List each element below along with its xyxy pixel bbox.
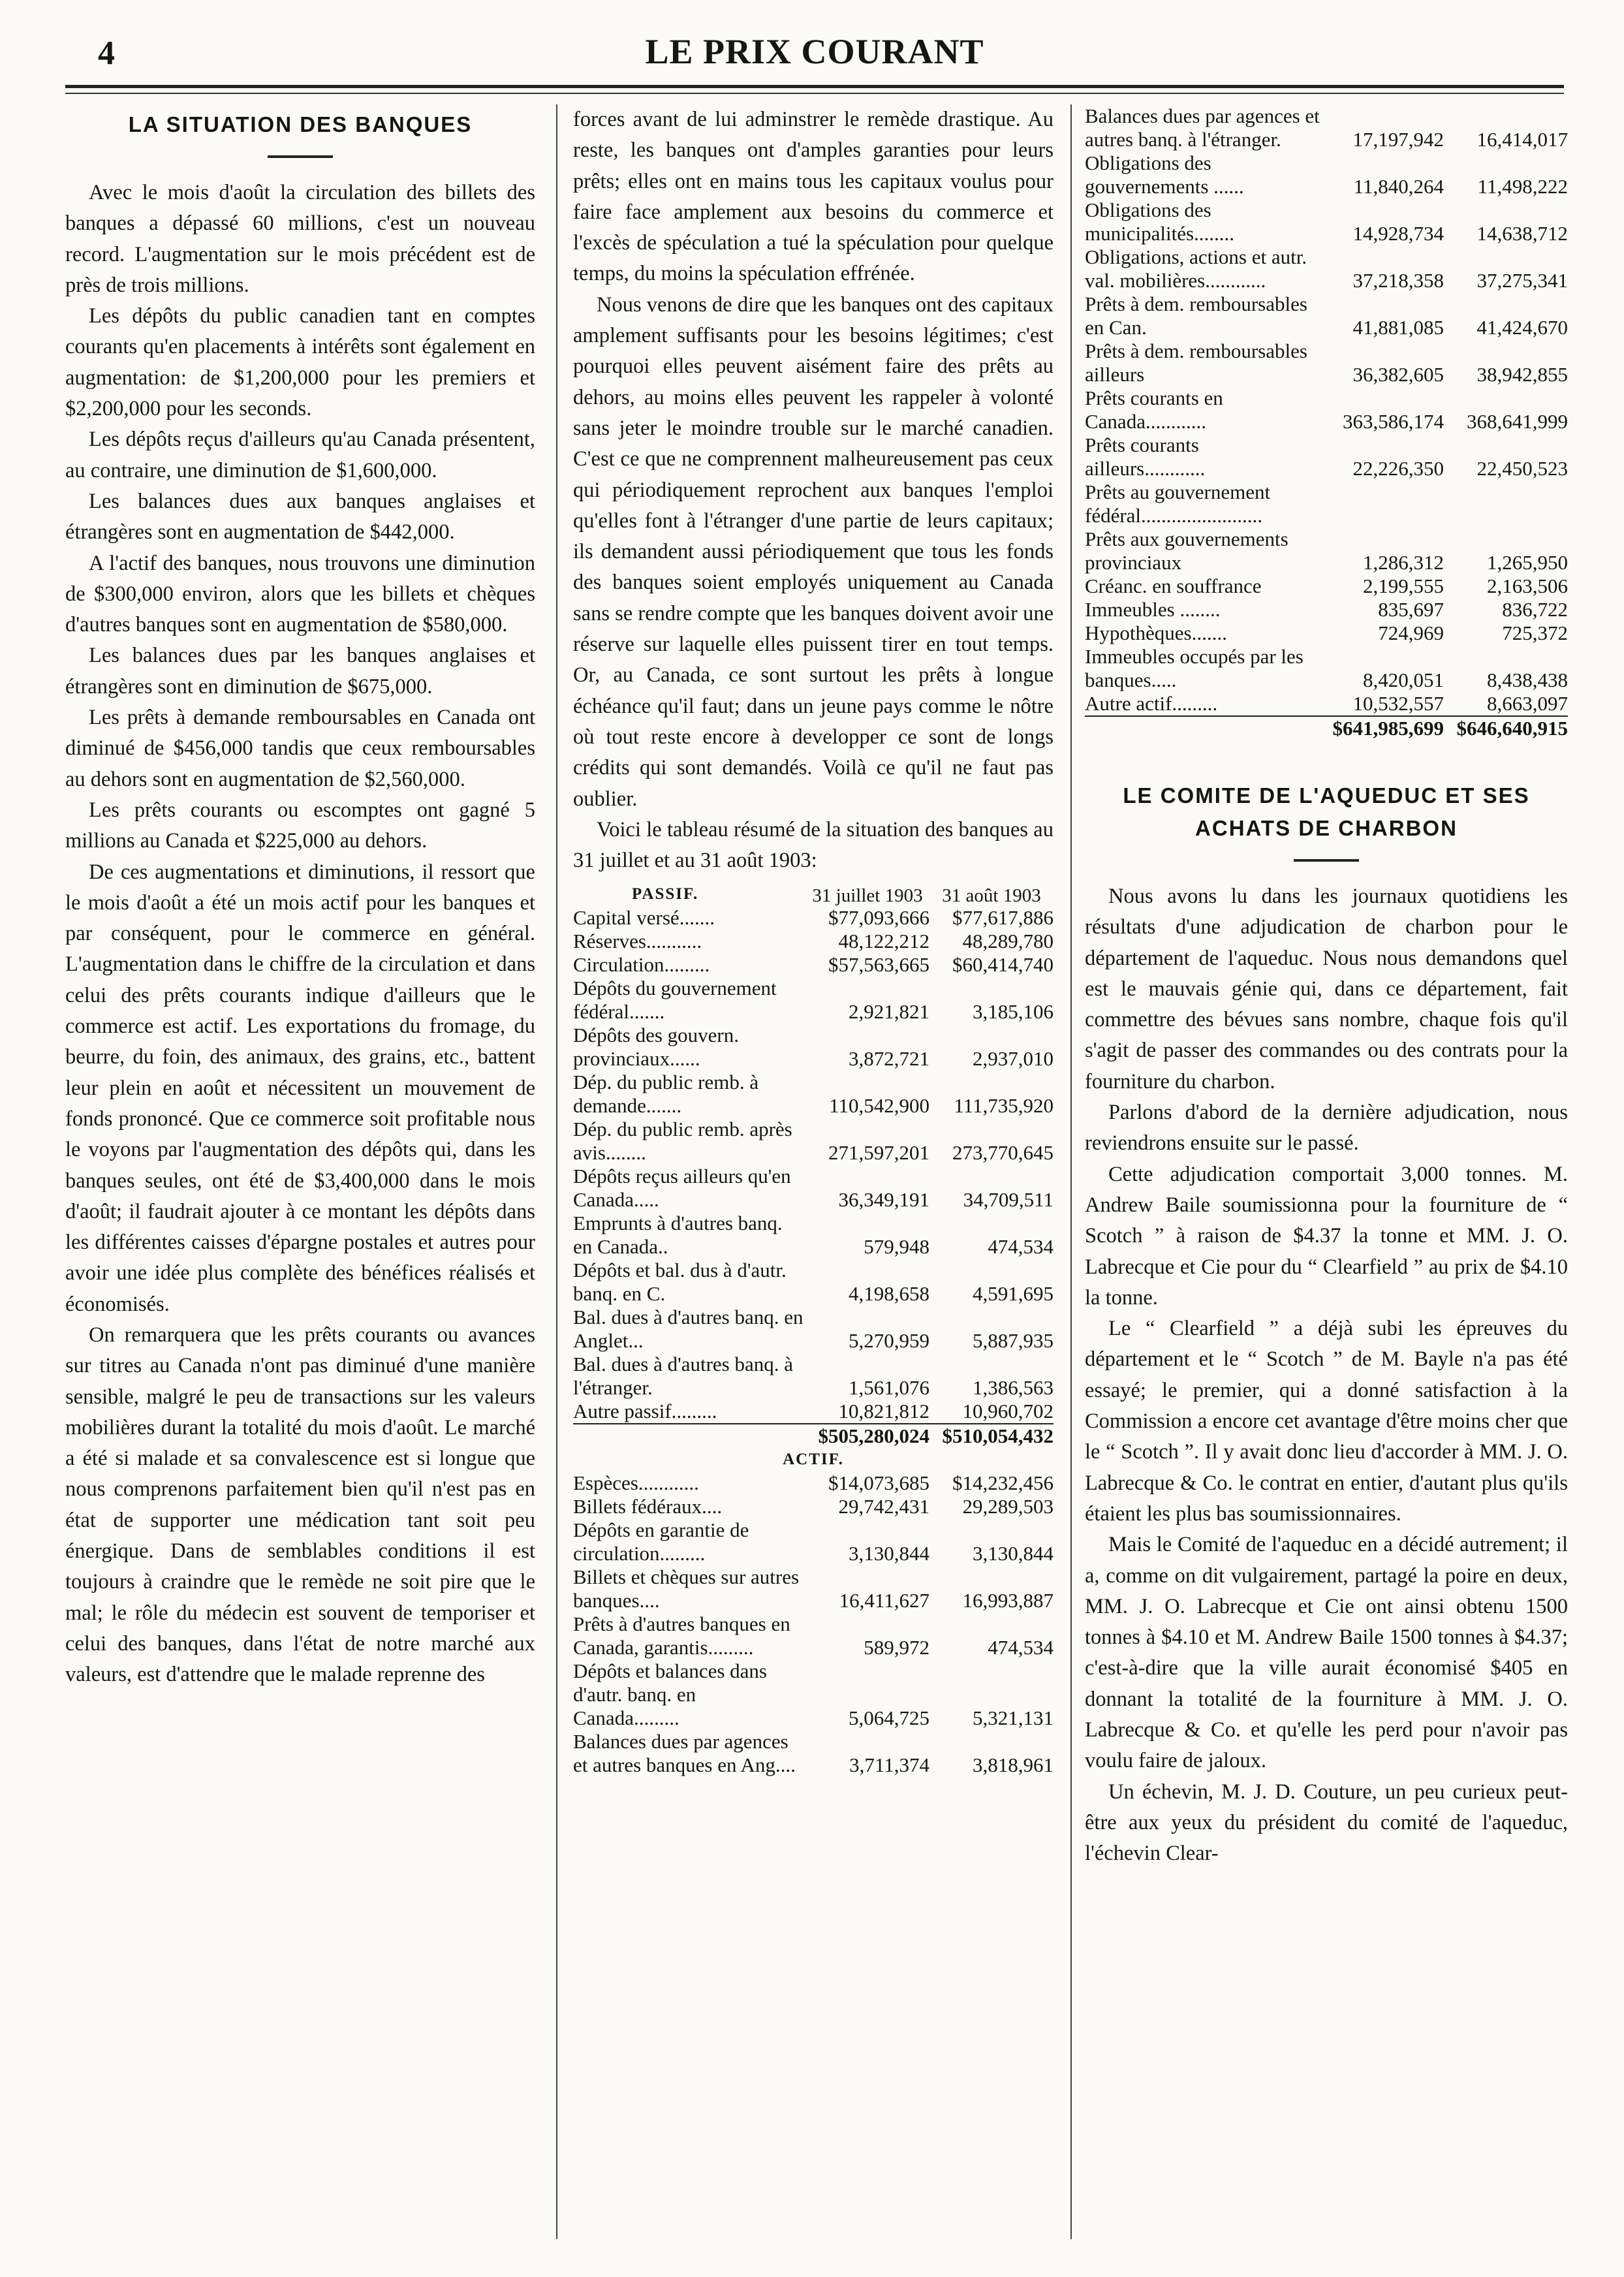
article-paragraph: De ces augmentations et diminutions, il ressort que le mois d'août a été un mois actif pour les banques et par conséquent, pour le commerce en général. L'augmentation dans le chiffre de la circulation et dans celui des prêts courants indique d'ailleurs que le commerce est actif. Les exportations du fromage, du beurre, du foin, des animaux, des grains, etc., battent leur plein en août et nécessitent un mouvement de fonds prononcé. Que ce commerce soit profitable nous le voyons par l'augmentation des dépôts qui, dans les banques seules, ont été de $3,400,000 dans le mois d'août; il faudrait ajouter à ce montant les dépôts dans les différentes caisses d'épargne postales et autres pour avoir une idée plus complète des bénéfices réalisés et économisés. [65, 860, 535, 1316]
article-paragraph: Un échevin, M. J. D. Couture, un peu curieux peut-être aux yeux du président du comité de l'aqueduc, l'échevin Clear- [1085, 1780, 1568, 1866]
row-label: Prêts à dem. remboursables ailleurs [1085, 339, 1307, 386]
article-paragraph: Nous avons lu dans les journaux quotidiens les résultats d'une adjudication de charbon pour le département de l'aqueduc. Nous nous demandons quel est le mauvais génie qui, dans ce département, fait commettre des bévues sans nombre, chaque fois qu'il s'agit de passer des commandes ou des contrats pour la fourniture du charbon. [1085, 885, 1568, 1093]
value-juillet: 2,199,555 [1363, 574, 1444, 597]
value-juillet: 4,198,658 [849, 1282, 929, 1306]
table-row [573, 1118, 1054, 1165]
value-juillet: 363,586,174 [1343, 410, 1444, 433]
table-row [1085, 245, 1568, 292]
value-aout: $77,617,886 [952, 906, 1054, 930]
table-row [573, 1612, 1054, 1659]
value-aout: 14,638,712 [1476, 222, 1568, 245]
table-row [1085, 574, 1568, 598]
article-paragraph: Les prêts à demande remboursables en Canada ont diminué de $456,000 tandis que ceux remboursables au dehors sont en augmentation de $2,560,000. [65, 706, 535, 791]
row-label: Balances dues par agences et autres banq. à l'étranger. [1085, 104, 1320, 151]
table-row [573, 1165, 1054, 1212]
total-aout: $510,054,432 [942, 1424, 1054, 1448]
article-paragraph: Le “ Clearfield ” a déjà subi les épreuves du département et le “ Scotch ” de M. Bayle n'a pas été essayé; le premier, qui a donné satisfaction à la Commission a encore cet avantage d'être moins cher que le “ Scotch ”. Il y avait donc lieu d'accorder à MM. J. O. Labrecque & Co. le contrat en entier, d'autant plus qu'ils étaient les plus bas soumissionnaires. [1085, 1317, 1568, 1526]
value-juillet: 48,122,212 [838, 930, 929, 953]
value-juillet: $14,073,685 [828, 1471, 929, 1495]
total-aout: $646,640,915 [1456, 717, 1568, 740]
value-juillet: 3,130,844 [849, 1542, 929, 1565]
table-row [573, 1659, 1054, 1730]
value-juillet: 3,872,721 [849, 1047, 929, 1071]
value-aout: 3,185,106 [973, 1000, 1054, 1024]
value-aout: 11,498,222 [1477, 175, 1568, 198]
row-label: Prêts à dem. remboursables en Can. [1085, 292, 1307, 339]
table-row [573, 1306, 1054, 1353]
article-title: LA SITUATION DES BANQUES [128, 112, 473, 136]
value-juillet: $57,563,665 [828, 953, 929, 977]
row-label: Prêts courants ailleurs............ [1085, 433, 1206, 480]
table-row [573, 906, 1054, 930]
row-label: Dépôts en garantie de circulation......... [573, 1518, 749, 1565]
value-aout: 29,289,503 [962, 1495, 1054, 1518]
row-label: Bal. dues à d'autres banq. en Anglet... [573, 1306, 804, 1353]
actif-label: ACTIF. [783, 1451, 844, 1469]
table-row [573, 1353, 1054, 1400]
row-label: Obligations, actions et autr. val. mobilières............ [1085, 245, 1307, 292]
value-juillet: 589,972 [864, 1636, 929, 1659]
value-juillet: 8,420,051 [1363, 668, 1444, 691]
col-header-aout: 31 août 1903 [942, 885, 1041, 907]
row-label: Balances dues par agences et autres banques en Ang.... [573, 1730, 796, 1777]
value-juillet: 36,382,605 [1352, 363, 1444, 386]
table-row [1085, 527, 1568, 574]
value-juillet: 5,064,725 [849, 1706, 929, 1730]
row-label: Billets et chèques sur autres banques.... [573, 1565, 800, 1612]
table-row [573, 1071, 1054, 1118]
value-juillet: 17,197,942 [1352, 128, 1444, 151]
table-row [573, 930, 1054, 953]
bank-table-actif-cont [1085, 104, 1568, 740]
value-aout: 5,887,935 [973, 1329, 1054, 1353]
row-label: Dép. du public remb. à demande....... [573, 1071, 759, 1118]
row-label: Obligations des gouvernements ...... [1085, 151, 1244, 198]
row-label: Emprunts à d'autres banq. en Canada.. [573, 1212, 783, 1259]
table-row [1085, 386, 1568, 433]
table-row [1085, 645, 1568, 692]
article-paragraph: Nous venons de dire que les banques ont des capitaux amplement suffisants pour les besoins légitimes; c'est pourquoi elles peuvent aisément faire des prêts au dehors, au moins elles peuvent les rappeler à volonté sans jeter le moindre trouble sur le marché canadien. C'est ce que ne comprennent malheureusement pas ceux qui périodiquement reprochent aux banques l'emploi qu'elles font à l'étranger d'une partie de leurs capitaux; ils demandent aussi périodiquement que tous les fonds des banques soient employés uniquement au Canada sans se rendre compte que les banques doivent avoir une réserve sur laquelle elles puissent tirer en tout temps. Or, au Canada, ce sont surtout les prêts à longue échéance qu'il faut; dans un jeune pays comme le nôtre où tout reste encore à developper ce sont de longs crédits qui sont demandés. Voilà ce qu'il ne faut pas oublier. [573, 292, 1054, 811]
value-juillet: 724,969 [1378, 621, 1444, 644]
value-aout: 2,163,506 [1487, 574, 1568, 597]
table-row [1085, 692, 1568, 716]
value-aout: 3,818,961 [973, 1753, 1054, 1777]
article-paragraph: Les prêts courants ou escomptes ont gagné 5 millions au Canada et $225,000 au dehors. [65, 798, 535, 853]
table-row [573, 1518, 1054, 1565]
actif-total-row [1085, 717, 1568, 740]
column-divider [1070, 104, 1072, 2239]
article-paragraph: Les balances dues par les banques anglaises et étrangères sont en diminution de $675,000. [65, 644, 535, 699]
passif-label: PASSIF. [632, 885, 699, 903]
table-row [1085, 339, 1568, 386]
value-juillet [1320, 480, 1444, 527]
row-label: Capital versé....... [573, 906, 715, 930]
total-juillet: $505,280,024 [818, 1424, 929, 1448]
value-aout: 10,960,702 [962, 1400, 1054, 1423]
value-juillet: 1,561,076 [849, 1376, 929, 1400]
value-juillet: 579,948 [864, 1235, 929, 1259]
value-juillet: 271,597,201 [828, 1141, 929, 1165]
value-aout: 41,424,670 [1476, 316, 1568, 339]
value-aout: 725,372 [1502, 621, 1568, 644]
column-1 [65, 104, 535, 1691]
article-paragraph: On remarquera que les prêts courants ou avances sur titres au Canada n'ont pas diminué d'une manière sensible, malgré le peu de transactions sur les valeurs mobilières durant la totalité du mois d'août. Le marché a été si malade et sa convalescence est si longue que nous comprenons parfaitement bien qu'il n'est pas en état de supporter une médication tant soit peu énergique. Dans de semblables conditions il est toujours à craindre que le remède ne soit pire que le mal; le rôle du médecin est souvent de temporiser et celui des banques, dans l'état de notre marché aux valeurs, est d'attendre que le malade reprenne des [65, 1323, 535, 1687]
value-aout: 474,534 [988, 1636, 1054, 1659]
value-aout: 2,937,010 [973, 1047, 1054, 1071]
row-label: Bal. dues à d'autres banq. à l'étranger. [573, 1353, 794, 1400]
article-paragraph: Mais le Comité de l'aqueduc en a décidé autrement; il a, comme on dit vulgairement, partagé la poire en deux, MM. J. O. Labrecque et Cie ont ainsi obtenu 1500 tonnes à $4.10 et M. Andrew Baile 1500 tonnes à $4.37; c'est-à-dire que la ville aurait économisé $405 en donnant la totalité de la fourniture à MM. J. O. Labrecque & Co. et qu'elle les perd pour n'avoir pas voulu faire de jaloux. [1085, 1533, 1568, 1773]
table-row [573, 1259, 1054, 1306]
value-aout: 111,735,920 [954, 1094, 1054, 1118]
table-row [573, 953, 1054, 977]
value-aout: 34,709,511 [963, 1188, 1054, 1212]
article-paragraph: Les balances dues aux banques anglaises et étrangères sont en augmentation de $442,000. [65, 489, 535, 544]
article-paragraph: Avec le mois d'août la circulation des billets des banques a dépassé 60 millions, c'est un nouveau record. L'augmentation sur le mois précédent est de près de trois millions. [65, 181, 535, 297]
row-label: Dépôts des gouvern. provinciaux...... [573, 1024, 739, 1071]
value-aout: 8,438,438 [1487, 668, 1568, 691]
article-title: LE COMITE DE L'AQUEDUC ET SES ACHATS DE CHARBON [1123, 783, 1530, 840]
row-label: Autre actif......... [1085, 692, 1218, 715]
row-label: Prêts courants en Canada............ [1085, 386, 1223, 433]
value-aout: 38,942,855 [1476, 363, 1568, 386]
value-juillet: 36,349,191 [838, 1188, 929, 1212]
value-juillet: 14,928,734 [1352, 222, 1444, 245]
value-aout: 16,993,887 [962, 1589, 1054, 1612]
row-label: Billets fédéraux.... [573, 1495, 723, 1518]
total-juillet: $641,985,699 [1332, 717, 1444, 740]
table-row [573, 1495, 1054, 1518]
table-row [573, 1400, 1054, 1424]
column-3 [1085, 104, 1568, 1870]
row-label: Immeubles occupés par les banques..... [1085, 645, 1304, 691]
table-row [573, 977, 1054, 1024]
publication-title: LE PRIX COURANT [645, 32, 984, 71]
value-aout: 1,265,950 [1487, 551, 1568, 574]
value-juillet: 10,532,557 [1352, 692, 1444, 715]
row-label: Dépôts et bal. dus à d'autr. banq. en C. [573, 1259, 787, 1306]
value-aout: 48,289,780 [962, 930, 1054, 953]
row-label: Créanc. en souffrance [1085, 574, 1262, 597]
value-aout: 8,663,097 [1487, 692, 1568, 715]
value-juillet: 11,840,264 [1353, 175, 1444, 198]
value-aout: 5,321,131 [973, 1706, 1054, 1730]
row-label: Dép. du public remb. après avis........ [573, 1118, 792, 1165]
value-aout [1444, 480, 1568, 527]
table-row [1085, 104, 1568, 151]
article-paragraph: Les dépôts du public canadien tant en comptes courants qu'en placements à intérêts sont également en augmentation: de $1,200,000 pour les premiers et $2,200,000 pour les seconds. [65, 304, 535, 421]
row-label: Prêts aux gouvernements provinciaux [1085, 527, 1288, 574]
page-header [65, 31, 1564, 84]
col-header-juillet: 31 juillet 1903 [812, 885, 923, 907]
row-label: Réserves........... [573, 930, 702, 953]
row-label: Prêts au gouvernement fédéral........................ [1085, 480, 1271, 527]
value-aout: $60,414,740 [952, 953, 1054, 977]
value-aout: 273,770,645 [952, 1141, 1054, 1165]
value-aout: 474,534 [988, 1235, 1054, 1259]
value-aout: 368,641,999 [1467, 410, 1568, 433]
page-number: 4 [98, 35, 115, 72]
value-aout: 37,275,341 [1476, 269, 1568, 292]
row-label: Obligations des municipalités........ [1085, 198, 1235, 245]
value-juillet: 41,881,085 [1352, 316, 1444, 339]
table-row [1085, 198, 1568, 245]
value-juillet: 29,742,431 [838, 1495, 929, 1518]
value-juillet: 37,218,358 [1352, 269, 1444, 292]
value-juillet: 5,270,959 [849, 1329, 929, 1353]
value-aout: 3,130,844 [973, 1542, 1054, 1565]
table-row [1085, 598, 1568, 621]
value-juillet: 835,697 [1378, 598, 1444, 621]
title-rule [1294, 859, 1359, 862]
table-row [1085, 621, 1568, 645]
table-row [573, 1730, 1054, 1777]
value-juillet: 3,711,374 [849, 1753, 929, 1777]
value-juillet: 16,411,627 [839, 1589, 929, 1612]
header-rule [65, 85, 1564, 88]
value-juillet: 22,226,350 [1352, 457, 1444, 480]
article-paragraph: forces avant de lui adminstrer le remède drastique. Au reste, les banques ont d'amples garanties pour leurs prêts; elles ont en mains tous les capitaux voulus pour faire face amplement aux besoins du commerce et l'excès de spéculation a tué la spéculation pour quelque temps, du moins la spéculation effrénée. [573, 108, 1054, 286]
value-juillet: 1,286,312 [1363, 551, 1444, 574]
table-row [573, 1565, 1054, 1612]
table-row [573, 1212, 1054, 1259]
table-row [1085, 151, 1568, 198]
row-label: Hypothèques....... [1085, 621, 1227, 644]
value-juillet: 2,921,821 [849, 1000, 929, 1024]
table-row [1085, 433, 1568, 480]
article-paragraph: Parlons d'abord de la dernière adjudication, nous reviendrons ensuite sur le passé. [1085, 1101, 1568, 1155]
table-row [573, 1471, 1054, 1495]
bank-table-passif [573, 883, 1054, 1777]
row-label: Dépôts reçus ailleurs qu'en Canada..... [573, 1165, 791, 1212]
row-label: Prêts à d'autres banques en Canada, garantis......... [573, 1612, 790, 1659]
value-aout: 22,450,523 [1476, 457, 1568, 480]
article-paragraph: Les dépôts reçus d'ailleurs qu'au Canada présentent, au contraire, une diminution de $1,600,000. [65, 428, 535, 482]
value-juillet: 110,542,900 [829, 1094, 929, 1118]
article-paragraph: Voici le tableau résumé de la situation des banques au 31 juillet et au 31 août 1903: [573, 817, 1054, 873]
column-2 [573, 104, 1054, 1777]
column-divider [556, 104, 557, 2239]
value-juillet: $77,093,666 [828, 906, 929, 930]
value-aout: 836,722 [1502, 598, 1568, 621]
row-label: Autre passif......... [573, 1400, 717, 1423]
passif-total-row [573, 1424, 1054, 1448]
row-label: Dépôts du gouvernement fédéral....... [573, 977, 777, 1024]
table-row [573, 1024, 1054, 1071]
value-aout: 16,414,017 [1476, 128, 1568, 151]
table-row [1085, 292, 1568, 339]
value-aout: 1,386,563 [973, 1376, 1054, 1400]
value-juillet: 10,821,812 [838, 1400, 929, 1423]
value-aout: $14,232,456 [952, 1471, 1054, 1495]
row-label: Dépôts et balances dans d'autr. banq. en Canada......... [573, 1659, 767, 1730]
article-paragraph: A l'actif des banques, nous trouvons une diminution de $300,000 environ, alors que les billets et chèques d'autres banques sont en augmentation de $580,000. [65, 551, 535, 637]
title-rule [268, 155, 333, 158]
value-aout: 4,591,695 [973, 1282, 1054, 1306]
table-row [1085, 480, 1568, 527]
row-label: Immeubles ........ [1085, 598, 1221, 621]
article-paragraph: Cette adjudication comportait 3,000 tonnes. M. Andrew Baile soumissionna pour la fourniture de “ Scotch ” à raison de $4.37 la tonne et MM. J. O. Labrecque et Cie pour du “ Clearfield ” au prix de $4.10 la tonne. [1085, 1162, 1568, 1310]
header-rule-thin [65, 93, 1564, 94]
row-label: Circulation......... [573, 953, 710, 977]
row-label: Espèces............ [573, 1471, 699, 1495]
